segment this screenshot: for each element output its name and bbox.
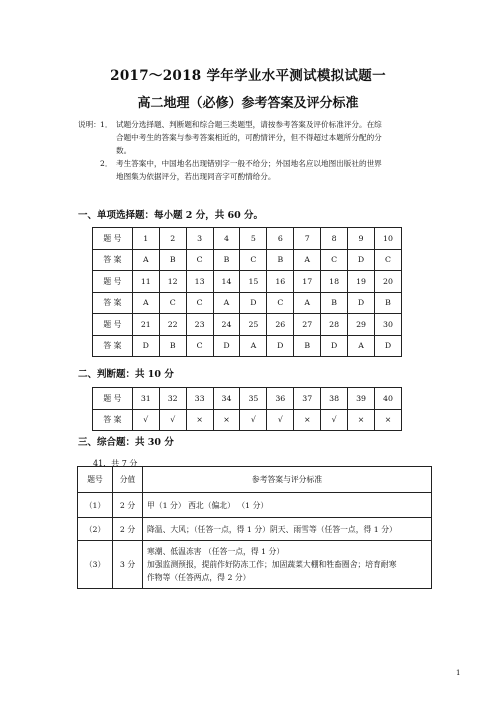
row-label: 题 号	[93, 271, 133, 293]
note-line: 地图集为依据评分，若出现同音字可酌情给分。	[116, 172, 276, 181]
table-cell: 36	[267, 388, 294, 410]
table-cell: ×	[213, 409, 240, 431]
table-cell: 21	[132, 314, 159, 336]
table-cell: C	[321, 249, 348, 271]
table-row	[93, 271, 402, 293]
answer-line: 甲（1 分） 西北（偏北） （1 分）	[147, 500, 269, 510]
answer-criteria	[143, 541, 432, 589]
question-41-scoring-table	[77, 466, 432, 589]
table-cell: 31	[132, 388, 159, 410]
table-cell: A	[132, 249, 159, 271]
table-cell: 20	[374, 271, 401, 293]
table-cell: 40	[374, 388, 401, 410]
table-header-row	[78, 467, 432, 493]
table-cell: 27	[294, 314, 321, 336]
question-number: （3）	[78, 541, 113, 589]
row-label: 答 案	[93, 409, 133, 431]
answer-criteria	[143, 493, 432, 518]
table-cell: √	[132, 409, 159, 431]
table-row	[93, 314, 402, 336]
table-cell: 37	[294, 388, 321, 410]
table-row	[93, 409, 402, 431]
table-cell: 29	[348, 314, 375, 336]
row-label: 答 案	[93, 249, 133, 271]
table-cell: 17	[294, 271, 321, 293]
question-number: （1）	[78, 493, 113, 518]
score: 3 分	[113, 541, 143, 589]
note-line: 考生答案中，中国地名出现错别字一般不给分；外国地名应以地图出版社的世界	[116, 159, 382, 168]
table-cell: √	[321, 409, 348, 431]
true-false-answer-table	[92, 387, 402, 431]
table-cell: 32	[159, 388, 186, 410]
note-text	[116, 157, 416, 183]
table-cell: B	[321, 292, 348, 314]
document-subtitle: 高二地理（必修）参考答案及评分标准	[137, 96, 359, 111]
table-cell: 6	[267, 228, 294, 250]
table-cell: ×	[294, 409, 321, 431]
table-cell: B	[159, 335, 186, 357]
table-cell: √	[159, 409, 186, 431]
page-number: 1	[456, 669, 461, 677]
table-cell: 3	[186, 228, 213, 250]
table-cell: C	[267, 292, 294, 314]
table-cell: A	[132, 292, 159, 314]
table-cell: 34	[213, 388, 240, 410]
note-label: 说明：	[78, 120, 101, 129]
row-label: 答 案	[93, 292, 133, 314]
table-cell: 11	[132, 271, 159, 293]
table-cell: 16	[267, 271, 294, 293]
table-cell: A	[240, 335, 267, 357]
table-row	[93, 249, 402, 271]
table-cell: D	[348, 292, 375, 314]
table-cell: 5	[240, 228, 267, 250]
document-title: 2017～2018 学年学业水平测试模拟试题一	[110, 68, 386, 84]
note-1	[78, 118, 408, 158]
table-cell: B	[159, 249, 186, 271]
row-label: 题 号	[93, 228, 133, 250]
table-cell: 1	[132, 228, 159, 250]
answer-line: 寒潮、低温冻害 （任答一点，得 1 分）	[147, 547, 285, 556]
row-label: 题 号	[93, 388, 133, 410]
table-row	[93, 388, 402, 410]
score: 2 分	[113, 518, 143, 541]
row-label: 答 案	[93, 335, 133, 357]
table-cell: 24	[213, 314, 240, 336]
table-cell: 30	[374, 314, 401, 336]
table-row	[78, 541, 432, 589]
table-cell: D	[267, 335, 294, 357]
answer-criteria	[143, 518, 432, 541]
table-cell: 33	[186, 388, 213, 410]
table-cell: 13	[186, 271, 213, 293]
table-cell: C	[186, 335, 213, 357]
table-cell: 15	[240, 271, 267, 293]
table-cell: B	[374, 292, 401, 314]
table-cell: D	[348, 249, 375, 271]
table-cell: D	[321, 335, 348, 357]
table-cell: ×	[186, 409, 213, 431]
table-cell: 8	[321, 228, 348, 250]
score: 2 分	[113, 493, 143, 518]
note-2	[78, 157, 408, 185]
table-cell: 26	[267, 314, 294, 336]
header-answer-criteria: 参考答案与评分标准	[143, 467, 432, 493]
table-row	[78, 493, 432, 518]
table-cell: C	[159, 292, 186, 314]
table-cell: 35	[240, 388, 267, 410]
table-cell: 25	[240, 314, 267, 336]
table-cell: B	[294, 335, 321, 357]
table-cell: 9	[348, 228, 375, 250]
table-cell: 2	[159, 228, 186, 250]
table-cell: 18	[321, 271, 348, 293]
note-line: 数。	[116, 146, 132, 155]
multiple-choice-answer-table	[92, 227, 402, 357]
table-cell: A	[213, 292, 240, 314]
table-cell: 22	[159, 314, 186, 336]
table-cell: A	[348, 335, 375, 357]
table-row	[93, 292, 402, 314]
table-cell: √	[267, 409, 294, 431]
table-cell: 39	[348, 388, 375, 410]
header-question-number: 题号	[78, 467, 113, 493]
table-cell: 23	[186, 314, 213, 336]
table-cell: √	[240, 409, 267, 431]
table-cell: B	[213, 249, 240, 271]
table-cell: 12	[159, 271, 186, 293]
answer-line: 加强监测预报，提前作好防冻工作；加固蔬菜大棚和牲畜圈舍；培育耐寒	[147, 560, 397, 569]
table-row	[78, 518, 432, 541]
section-heading: 一、单项选择题：每小题 2 分，共 60 分。	[78, 210, 264, 221]
note-line: 试题分选择题、判断题和综合题三类题型，请按参考答案及评价标准评分。在综	[116, 120, 382, 129]
table-cell: 7	[294, 228, 321, 250]
table-cell: 4	[213, 228, 240, 250]
section-heading: 二、判断题：共 10 分	[78, 369, 174, 380]
table-cell: ×	[374, 409, 401, 431]
table-cell: A	[294, 292, 321, 314]
note-number: 1．	[100, 120, 113, 129]
table-cell: D	[132, 335, 159, 357]
table-cell: 28	[321, 314, 348, 336]
table-cell: A	[294, 249, 321, 271]
header-score: 分值	[113, 467, 143, 493]
table-cell: C	[240, 249, 267, 271]
note-number: 2．	[100, 159, 113, 168]
table-cell: 38	[321, 388, 348, 410]
question-41-label: 41．共 7 分	[93, 459, 138, 468]
table-cell: D	[213, 335, 240, 357]
row-label: 题 号	[93, 314, 133, 336]
answer-line: 降温、大风；（任答一点，得 1 分）阴天、雨雪等（任答一点，得 1 分）	[147, 524, 397, 534]
table-cell: D	[240, 292, 267, 314]
note-line: 合题中考生的答案与参考答案相近的，可酌情评分，但不得超过本题所分配的分	[116, 133, 382, 142]
note-text	[116, 118, 416, 157]
table-cell: 19	[348, 271, 375, 293]
table-cell: 10	[374, 228, 401, 250]
table-row	[93, 228, 402, 250]
table-cell: B	[267, 249, 294, 271]
question-number: （2）	[78, 518, 113, 541]
section-heading: 三、综合题：共 30 分	[78, 437, 174, 448]
table-row	[93, 335, 402, 357]
answer-line: 作物等（任答两点，得 2 分）	[147, 573, 251, 582]
table-cell: C	[186, 292, 213, 314]
table-cell: ×	[348, 409, 375, 431]
table-cell: C	[374, 249, 401, 271]
table-cell: D	[374, 335, 401, 357]
table-cell: C	[186, 249, 213, 271]
table-cell: 14	[213, 271, 240, 293]
